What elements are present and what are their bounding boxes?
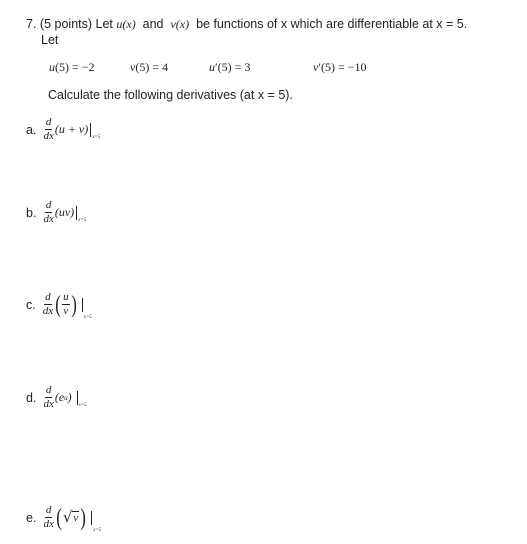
given-v5: v(5) = 4 [130, 60, 169, 74]
problem-header [26, 17, 467, 32]
given-up5: u′(5) = 3 [209, 60, 251, 74]
derivative-operator: $\frac{d}{dx}$ [43, 504, 54, 530]
part-b [26, 200, 86, 225]
part-d [26, 385, 87, 410]
let-word: Let [41, 33, 59, 47]
part-b-label: b. [26, 205, 37, 220]
derivative-operator: $\frac{d}{dx}$ [43, 116, 54, 142]
part-a [26, 117, 100, 142]
given-u5: u(5) = −2 [49, 60, 95, 74]
derivative-operator: $\frac{d}{dx}$ [43, 384, 54, 410]
instruction-text: Calculate the following derivatives (at x = 5). [48, 88, 293, 102]
part-a-expression: (u + v) x=5 [54, 122, 101, 140]
part-e-label: e. [26, 510, 37, 525]
sqrt-symbol: √ v [62, 508, 79, 526]
part-a-label: a. [26, 122, 37, 137]
problem-text: be functions of x which are differentiable at x = 5. [196, 17, 468, 31]
given-vp5: v′(5) = −10 [313, 60, 367, 74]
part-e-expression: ( √ v ) x=5 [56, 504, 102, 533]
part-d-label: d. [26, 390, 37, 405]
part-d-expression: ( e u ) x=5 [54, 390, 87, 408]
problem-points: (5 points) Let [39, 17, 113, 31]
problem-number: 7. [26, 17, 37, 31]
derivative-operator: $\frac{d}{dx}$ [42, 291, 54, 317]
u-of-x: u(x) [116, 17, 136, 31]
derivative-operator: $\frac{d}{dx}$ [43, 199, 54, 225]
part-b-expression: (uv) x=5 [54, 205, 87, 223]
part-c-expression: ( $\frac{u}{v}$ ) x=5 [55, 291, 92, 320]
part-c-label: c. [26, 297, 36, 312]
and-word: and [142, 17, 164, 31]
v-of-x: v(x) [170, 17, 190, 31]
part-c [26, 291, 92, 320]
part-e [26, 504, 102, 533]
